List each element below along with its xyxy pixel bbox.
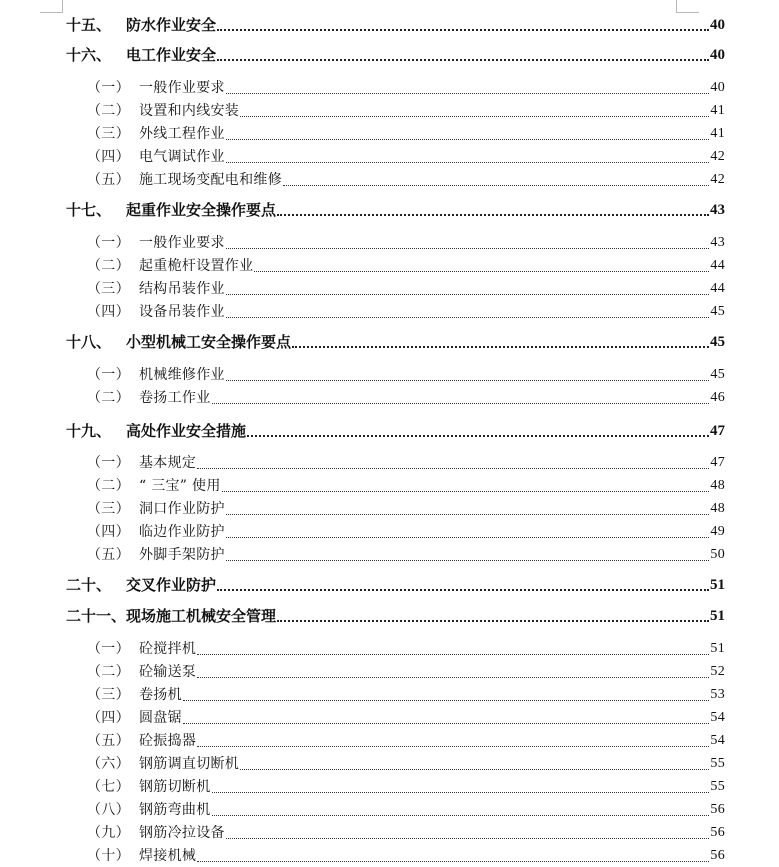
toc-entry-number: 十九、 [66, 422, 112, 440]
toc-entry-title: 基本规定 [139, 455, 197, 471]
toc-entry-page: 44 [710, 281, 725, 296]
toc-section-entry[interactable] [87, 301, 725, 323]
toc-entry-title: 钢筋冷拉设备 [139, 825, 225, 841]
toc-section-entry[interactable] [87, 730, 725, 752]
toc-entry-number: 十七、 [66, 201, 112, 219]
toc-entry-title: 设备吊装作业 [139, 304, 225, 320]
toc-entry-title: 防水作业安全 [126, 16, 217, 34]
toc-chapter-entry[interactable] [66, 331, 725, 353]
toc-entry-number: （二） [87, 664, 130, 680]
dot-leader [240, 116, 709, 117]
toc-entry-number: （四） [87, 149, 130, 165]
toc-section-entry[interactable] [87, 544, 725, 566]
toc-entry-title: 一般作业要求 [139, 235, 225, 251]
toc-entry-number: （二） [87, 103, 130, 119]
toc-entry-page: 49 [710, 524, 725, 539]
toc-entry-page: 52 [710, 664, 725, 679]
toc-entry-title: 砼输送泵 [139, 664, 197, 680]
toc-entry-title: 结构吊装作业 [139, 281, 225, 297]
toc-entry-number: （三） [87, 501, 130, 517]
toc-section-entry[interactable] [87, 776, 725, 798]
dot-leader [277, 620, 709, 622]
toc-entry-page: 40 [710, 47, 725, 63]
toc-entry-title: 卷扬工作业 [139, 390, 211, 406]
toc-entry-title: 机械维修作业 [139, 367, 225, 383]
toc-section-entry[interactable] [87, 100, 725, 122]
toc-entry-number: （一） [87, 455, 130, 471]
toc-chapter-entry[interactable] [66, 44, 725, 66]
toc-section-entry[interactable] [87, 232, 725, 254]
toc-section-entry[interactable] [87, 822, 725, 844]
toc-chapter-entry[interactable] [66, 420, 725, 442]
dot-leader [197, 654, 709, 655]
toc-section-entry[interactable] [87, 146, 725, 168]
toc-entry-number: （一） [87, 80, 130, 96]
toc-section-entry[interactable] [87, 364, 725, 386]
toc-entry-page: 56 [710, 825, 725, 840]
dot-leader [226, 317, 710, 318]
toc-entry-page: 48 [710, 478, 725, 493]
toc-entry-title: 小型机械工安全操作要点 [126, 333, 292, 351]
toc-entry-page: 42 [710, 149, 725, 164]
toc-entry-number: （十） [87, 848, 130, 864]
dot-leader [226, 294, 710, 295]
toc-entry-title: 钢筋弯曲机 [139, 802, 211, 818]
toc-entry-number: （二） [87, 258, 130, 274]
toc-entry-page: 51 [710, 608, 725, 624]
toc-entry-title: 砼搅拌机 [139, 641, 197, 657]
toc-entry-number: （一） [87, 367, 130, 383]
dot-leader [197, 468, 709, 469]
toc-entry-number: 二十一、 [66, 607, 127, 625]
toc-section-entry[interactable] [87, 753, 725, 775]
dot-leader [183, 723, 709, 724]
toc-entry-number: （六） [87, 756, 130, 772]
toc-entry-number: （五） [87, 547, 130, 563]
toc-entry-page: 54 [710, 733, 725, 748]
dot-leader [226, 93, 710, 94]
toc-chapter-entry[interactable] [66, 14, 725, 36]
dot-leader [197, 861, 709, 862]
toc-entry-title: 交叉作业防护 [126, 576, 217, 594]
toc-chapter-entry[interactable] [66, 605, 725, 627]
toc-entry-title: 施工现场变配电和维修 [139, 172, 282, 188]
toc-entry-number: （四） [87, 304, 130, 320]
toc-section-entry[interactable] [87, 77, 725, 99]
toc-section-entry[interactable] [87, 799, 725, 821]
toc-section-entry[interactable] [87, 255, 725, 277]
toc-section-entry[interactable] [87, 452, 725, 474]
toc-entry-number: （一） [87, 641, 130, 657]
toc-section-entry[interactable] [87, 707, 725, 729]
dot-leader [183, 700, 709, 701]
toc-entry-page: 51 [710, 577, 725, 593]
toc-entry-title: 外线工程作业 [139, 126, 225, 142]
toc-section-entry[interactable] [87, 684, 725, 706]
toc-section-entry[interactable] [87, 638, 725, 660]
toc-entry-page: 43 [710, 202, 725, 218]
toc-entry-number: 二十、 [66, 576, 112, 594]
toc-entry-title: 钢筋调直切断机 [139, 756, 240, 772]
toc-entry-title: 高处作业安全措施 [126, 422, 247, 440]
dot-leader [212, 815, 710, 816]
toc-section-entry[interactable] [87, 123, 725, 145]
dot-leader [197, 677, 709, 678]
toc-entry-page: 41 [710, 126, 725, 141]
dot-leader [226, 838, 710, 839]
toc-entry-title: “ 三宝” 使用 [139, 478, 221, 494]
toc-section-entry[interactable] [87, 169, 725, 191]
dot-leader [217, 29, 709, 31]
toc-entry-title: 一般作业要求 [139, 80, 225, 96]
toc-entry-page: 45 [710, 304, 725, 319]
toc-section-entry[interactable] [87, 498, 725, 520]
toc-entry-number: （五） [87, 733, 130, 749]
toc-entry-number: 十五、 [66, 16, 112, 34]
toc-entry-page: 55 [710, 779, 725, 794]
dot-leader [217, 59, 709, 61]
toc-entry-number: （八） [87, 802, 130, 818]
dot-leader [226, 514, 710, 515]
toc-entry-number: （四） [87, 524, 130, 540]
toc-entry-page: 41 [710, 103, 725, 118]
toc-section-entry[interactable] [87, 845, 725, 867]
dot-leader [226, 139, 710, 140]
toc-entry-page: 56 [710, 848, 725, 863]
toc-entry-page: 51 [710, 641, 725, 656]
toc-entry-title: 设置和内线安装 [139, 103, 240, 119]
dot-leader [226, 537, 710, 538]
toc-entry-title: 焊接机械 [139, 848, 197, 864]
toc-entry-title: 起重桅杆设置作业 [139, 258, 254, 274]
dot-leader [226, 380, 710, 381]
toc-entry-title: 外脚手架防护 [139, 547, 225, 563]
toc-section-entry[interactable] [87, 661, 725, 683]
dot-leader [212, 792, 710, 793]
toc-entry-page: 54 [710, 710, 725, 725]
dot-leader [226, 248, 710, 249]
toc-entry-title: 现场施工机械安全管理 [126, 607, 277, 625]
toc-entry-page: 50 [710, 547, 725, 562]
dot-leader [226, 162, 710, 163]
dot-leader [226, 560, 710, 561]
toc-entry-title: 砼振捣器 [139, 733, 197, 749]
toc-entry-page: 45 [710, 367, 725, 382]
toc-entry-page: 45 [710, 334, 725, 350]
toc-entry-number: （一） [87, 235, 130, 251]
toc-entry-page: 44 [710, 258, 725, 273]
toc-entry-page: 47 [710, 423, 725, 439]
toc-section-entry[interactable] [87, 278, 725, 300]
toc-entry-page: 43 [710, 235, 725, 250]
toc-entry-number: （七） [87, 779, 130, 795]
toc-entry-title: 临边作业防护 [139, 524, 225, 540]
dot-leader [283, 185, 709, 186]
dot-leader [197, 746, 709, 747]
toc-entry-page: 42 [710, 172, 725, 187]
toc-chapter-entry[interactable] [66, 574, 725, 596]
toc-entry-title: 圆盘锯 [139, 710, 182, 726]
toc-entry-title: 电气调试作业 [139, 149, 225, 165]
toc-entry-page: 47 [710, 455, 725, 470]
dot-leader [277, 214, 709, 216]
toc-entry-number: （二） [87, 478, 130, 494]
toc-section-entry[interactable] [87, 521, 725, 543]
toc-entry-title: 起重作业安全操作要点 [126, 201, 277, 219]
dot-leader [292, 346, 709, 348]
dot-leader [212, 403, 710, 404]
dot-leader [217, 589, 709, 591]
toc-entry-number: 十六、 [66, 46, 112, 64]
dot-leader [222, 491, 710, 492]
toc-entry-page: 48 [710, 501, 725, 516]
dot-leader [247, 435, 709, 437]
toc-entry-number: （三） [87, 281, 130, 297]
toc-entry-title: 电工作业安全 [126, 46, 217, 64]
toc-entry-number: （三） [87, 687, 130, 703]
toc-section-entry[interactable] [87, 475, 725, 497]
toc-section-entry[interactable] [87, 387, 725, 409]
toc-entry-page: 40 [710, 17, 725, 33]
toc-entry-page: 40 [710, 80, 725, 95]
toc-chapter-entry[interactable] [66, 199, 725, 221]
toc-entry-number: （二） [87, 390, 130, 406]
toc-entry-number: 十八、 [66, 333, 112, 351]
toc-entry-number: （三） [87, 126, 130, 142]
toc-entry-number: （九） [87, 825, 130, 841]
toc-entry-title: 洞口作业防护 [139, 501, 225, 517]
toc-entry-page: 46 [710, 390, 725, 405]
toc-entry-title: 卷扬机 [139, 687, 182, 703]
dot-leader [254, 271, 709, 272]
toc-entry-page: 55 [710, 756, 725, 771]
toc-entry-page: 56 [710, 802, 725, 817]
toc-entry-page: 53 [710, 687, 725, 702]
toc-entry-title: 钢筋切断机 [139, 779, 211, 795]
toc-entry-number: （四） [87, 710, 130, 726]
toc-entry-number: （五） [87, 172, 130, 188]
dot-leader [240, 769, 709, 770]
